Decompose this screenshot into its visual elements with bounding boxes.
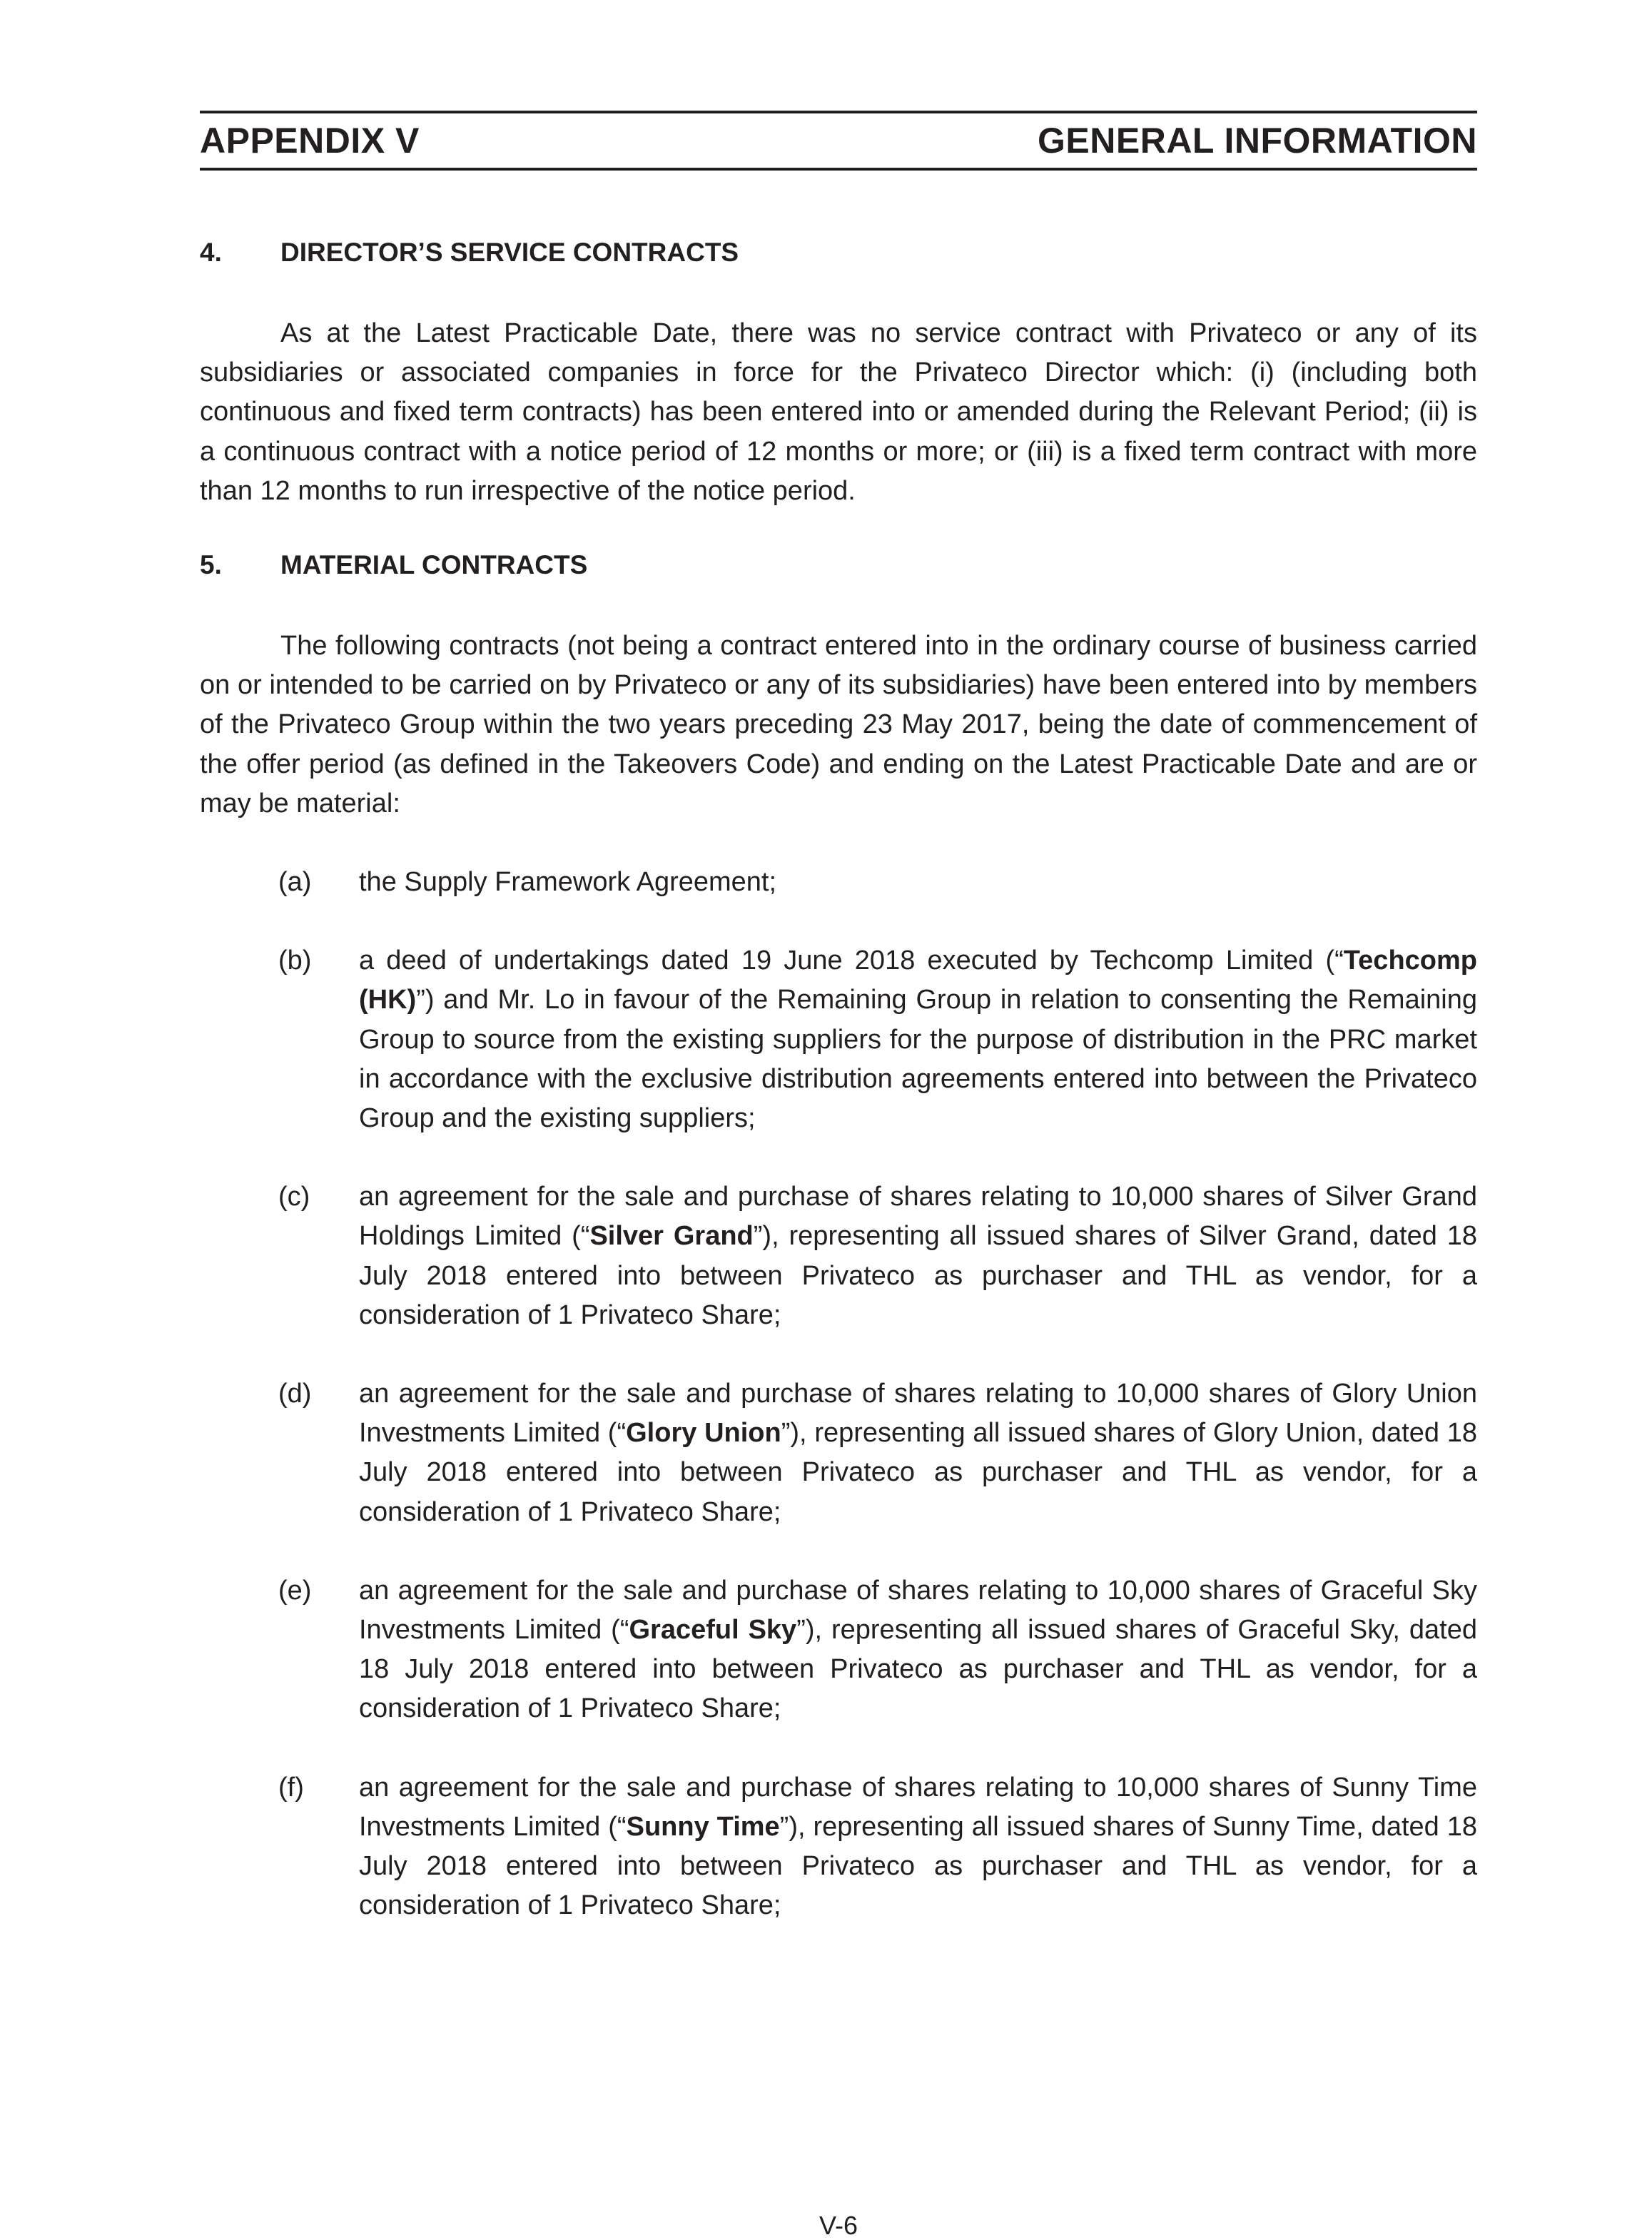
defined-term: Sunny Time: [626, 1811, 780, 1842]
item-text-post: ”), representing all issued shares of Graceful Sky, dated 18 July 2018 entered into between Privateco as purchaser and THL as vendor, for a consideration of 1 Privateco Share;: [359, 1615, 1477, 1724]
item-text-pre: an agreement for the sale and purchase of shares relating to 10,000 shares of Silver Grand Holdings Limited (“: [359, 1182, 1477, 1252]
item-label: (f): [278, 1772, 304, 1803]
section-4: [200, 239, 1477, 511]
contract-list: [200, 863, 1477, 1925]
section-paragraph: As at the Latest Practicable Date, there was no service contract with Privateco or any of its subsidiaries or associated companies in force for the Privateco Director which: (i) (including both continuous and fixed term contracts) has been entered into or amended during the Relevant Period; (ii) is a continuous contract with a notice period of 12 months or more; or (iii) is a fixed term contract with more than 12 months to run irrespective of the notice period.: [200, 318, 1477, 506]
item-text-pre: the Supply Framework Agreement;: [359, 867, 777, 898]
list-item: [200, 1571, 1477, 1729]
defined-term: Graceful Sky: [629, 1615, 797, 1646]
item-text-post: ”), representing all issued shares of Sunny Time, dated 18 July 2018 entered into between Privateco as purchaser and THL as vendor, for a consideration of 1 Privateco Share;: [359, 1811, 1477, 1921]
page-header: [200, 111, 1477, 171]
list-item: [200, 1768, 1477, 1926]
section-5: [200, 552, 1477, 823]
list-item: [200, 863, 1477, 902]
page-number: V-6: [819, 2211, 858, 2240]
document-page: [200, 111, 1477, 2240]
item-label: (b): [278, 946, 312, 976]
item-label: (e): [278, 1575, 312, 1606]
item-text-pre: a deed of undertakings dated 19 June 2018 executed by Techcomp Limited (“: [359, 946, 1344, 976]
item-text-post: ”) and Mr. Lo in favour of the Remaining Group in relation to consenting the Remaining Group to source from the existing suppliers for the purpose of distribution in the PRC market in accordance with the exclusive distribution agreements entered into between the Privateco Group and the existing suppliers;: [359, 985, 1477, 1134]
section-title: DIRECTOR’S SERVICE CONTRACTS: [280, 238, 739, 267]
section-heading: [200, 552, 1477, 578]
section-number: 5.: [200, 550, 222, 580]
header-section-title: GENERAL INFORMATION: [1038, 121, 1477, 161]
list-item: [200, 1177, 1477, 1335]
item-text: [359, 1768, 1477, 1926]
defined-term: Glory Union: [626, 1418, 781, 1449]
section-paragraph: The following contracts (not being a contract entered into in the ordinary course of business carried on or intended to be carried on by Privateco or any of its subsidiaries) have been entered into by members of the Privateco Group within the two years preceding 23 May 2017, being the date of commencement of the offer period (as defined in the Takeovers Code) and ending on the Latest Practicable Date and are or may be material:: [200, 631, 1477, 819]
appendix-label: APPENDIX V: [200, 121, 420, 161]
item-label: (d): [278, 1379, 312, 1409]
item-text-pre: an agreement for the sale and purchase of shares relating to 10,000 shares of Glory Union Investments Limited (“: [359, 1379, 1477, 1449]
defined-term: Techcomp (HK): [359, 946, 1477, 1015]
item-label: (c): [278, 1182, 310, 1212]
section-title: MATERIAL CONTRACTS: [280, 550, 588, 580]
item-label: (a): [278, 867, 312, 898]
item-text: [359, 941, 1477, 1138]
item-text: [359, 1571, 1477, 1729]
list-item: [200, 941, 1477, 1138]
item-text-post: ”), representing all issued shares of Glory Union, dated 18 July 2018 entered into between Privateco as purchaser and THL as vendor, for a consideration of 1 Privateco Share;: [359, 1418, 1477, 1527]
item-text: [359, 1177, 1477, 1335]
item-text: [359, 863, 1477, 902]
list-item: [200, 1374, 1477, 1532]
section-number: 4.: [200, 238, 222, 267]
defined-term: Silver Grand: [589, 1221, 754, 1252]
item-text-pre: an agreement for the sale and purchase of shares relating to 10,000 shares of Sunny Time Investments Limited (“: [359, 1772, 1477, 1842]
item-text-post: ”), representing all issued shares of Silver Grand, dated 18 July 2018 entered into between Privateco as purchaser and THL as vendor, for a consideration of 1 Privateco Share;: [359, 1221, 1477, 1330]
section-heading: [200, 239, 1477, 265]
item-text-pre: an agreement for the sale and purchase of shares relating to 10,000 shares of Graceful Sky Investments Limited (“: [359, 1575, 1477, 1646]
item-text: [359, 1374, 1477, 1532]
